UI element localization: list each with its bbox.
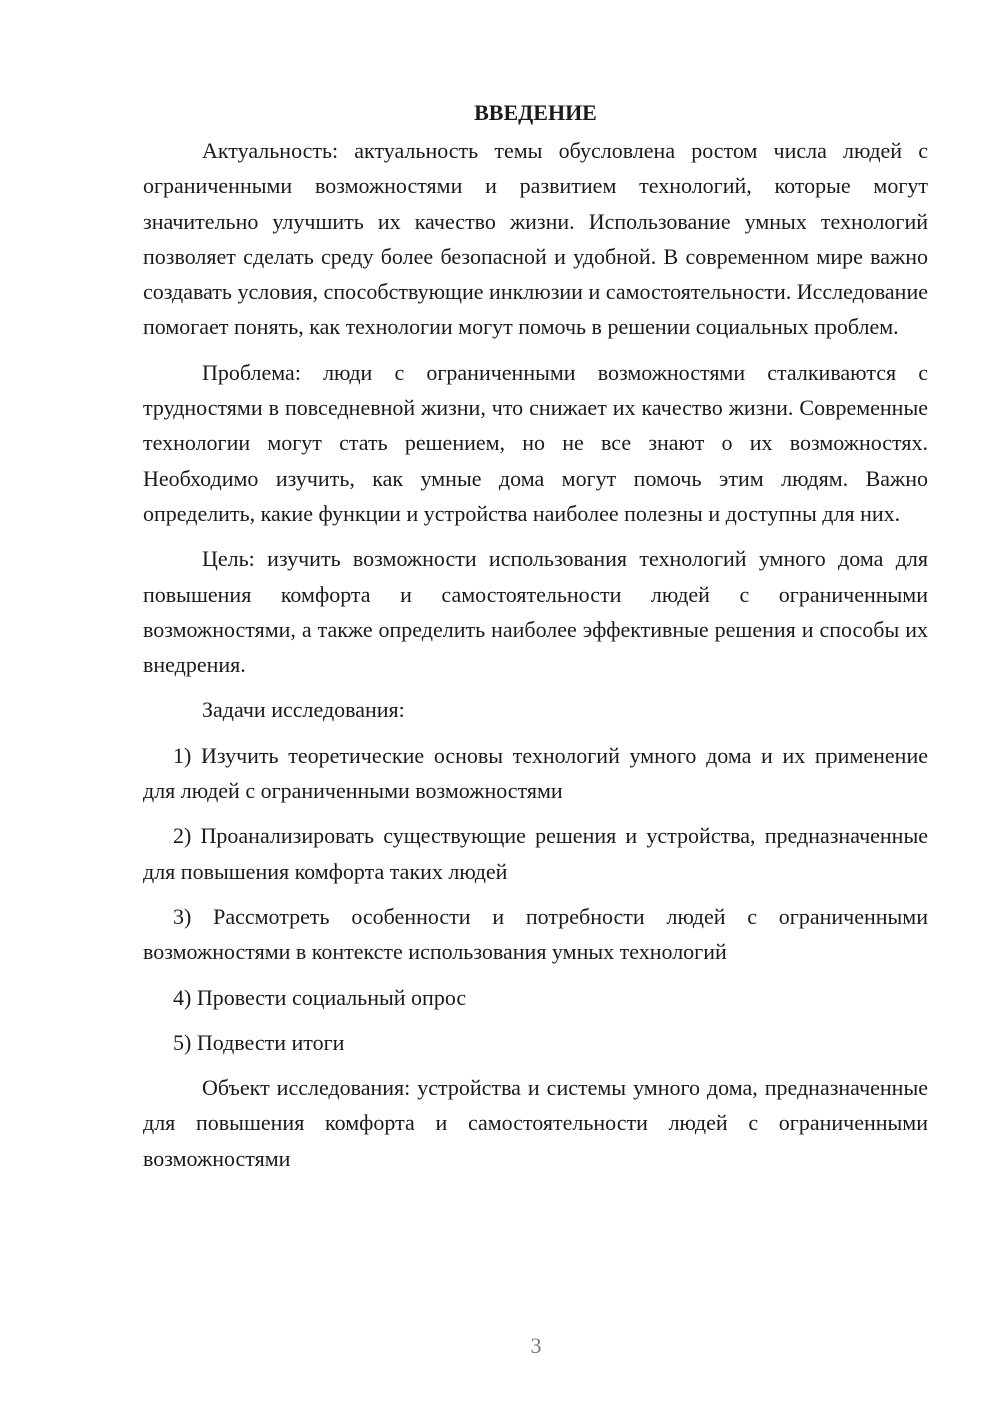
page-number: 3	[530, 1333, 542, 1358]
page-content	[143, 95, 928, 1186]
task-item: 2) Проанализировать существующие решения и устройства, предназначенные для повышения комфорта таких людей	[143, 823, 928, 884]
relevance-paragraph: Актуальность: актуальность темы обусловлена ростом числа людей с ограниченными возможностями и развитием технологий, которые могут значительно улучшить их качество жизни. Использование умных технологий позволяет сделать среду более безопасной и удобной. В современном мире важно создавать условия, способствующие инклюзии и самостоятельности. Исследование помогает понять, как технологии могут помочь в решении социальных проблем.	[143, 138, 928, 340]
task-item: 1) Изучить теоретические основы технологий умного дома и их применение для людей с ограниченными возможностями	[143, 742, 928, 804]
problem-paragraph: Проблема: люди с ограниченными возможностями сталкиваются с трудностями в повседневной жизни, что снижает их качество жизни. Современные технологии могут стать решением, но не все знают о их возможностях. Необходимо изучить, как умные дома могут помочь этим людям. Важно определить, какие функции и устройства наиболее полезны и доступны для них.	[143, 359, 928, 526]
task-item: 5) Подвести итоги	[173, 1029, 345, 1055]
task-item: 3) Рассмотреть особенности и потребности людей с ограниченными возможностями в контексте использования умных технологий	[143, 903, 928, 965]
object-paragraph: Объект исследования: устройства и системы умного дома, предназначенные для повышения комфорта и самостоятельности людей с ограниченными возможностями	[143, 1075, 928, 1171]
tasks-heading: Задачи исследования:	[202, 697, 405, 723]
page-title: ВВЕДЕНИЕ	[474, 100, 597, 125]
goal-paragraph: Цель: изучить возможности использования технологий умного дома для повышения комфорта и самостоятельности людей с ограниченными возможностями, а также определить наиболее эффективные решения и способы их внедрения.	[143, 546, 928, 678]
task-item: 4) Провести социальный опрос	[173, 984, 467, 1010]
